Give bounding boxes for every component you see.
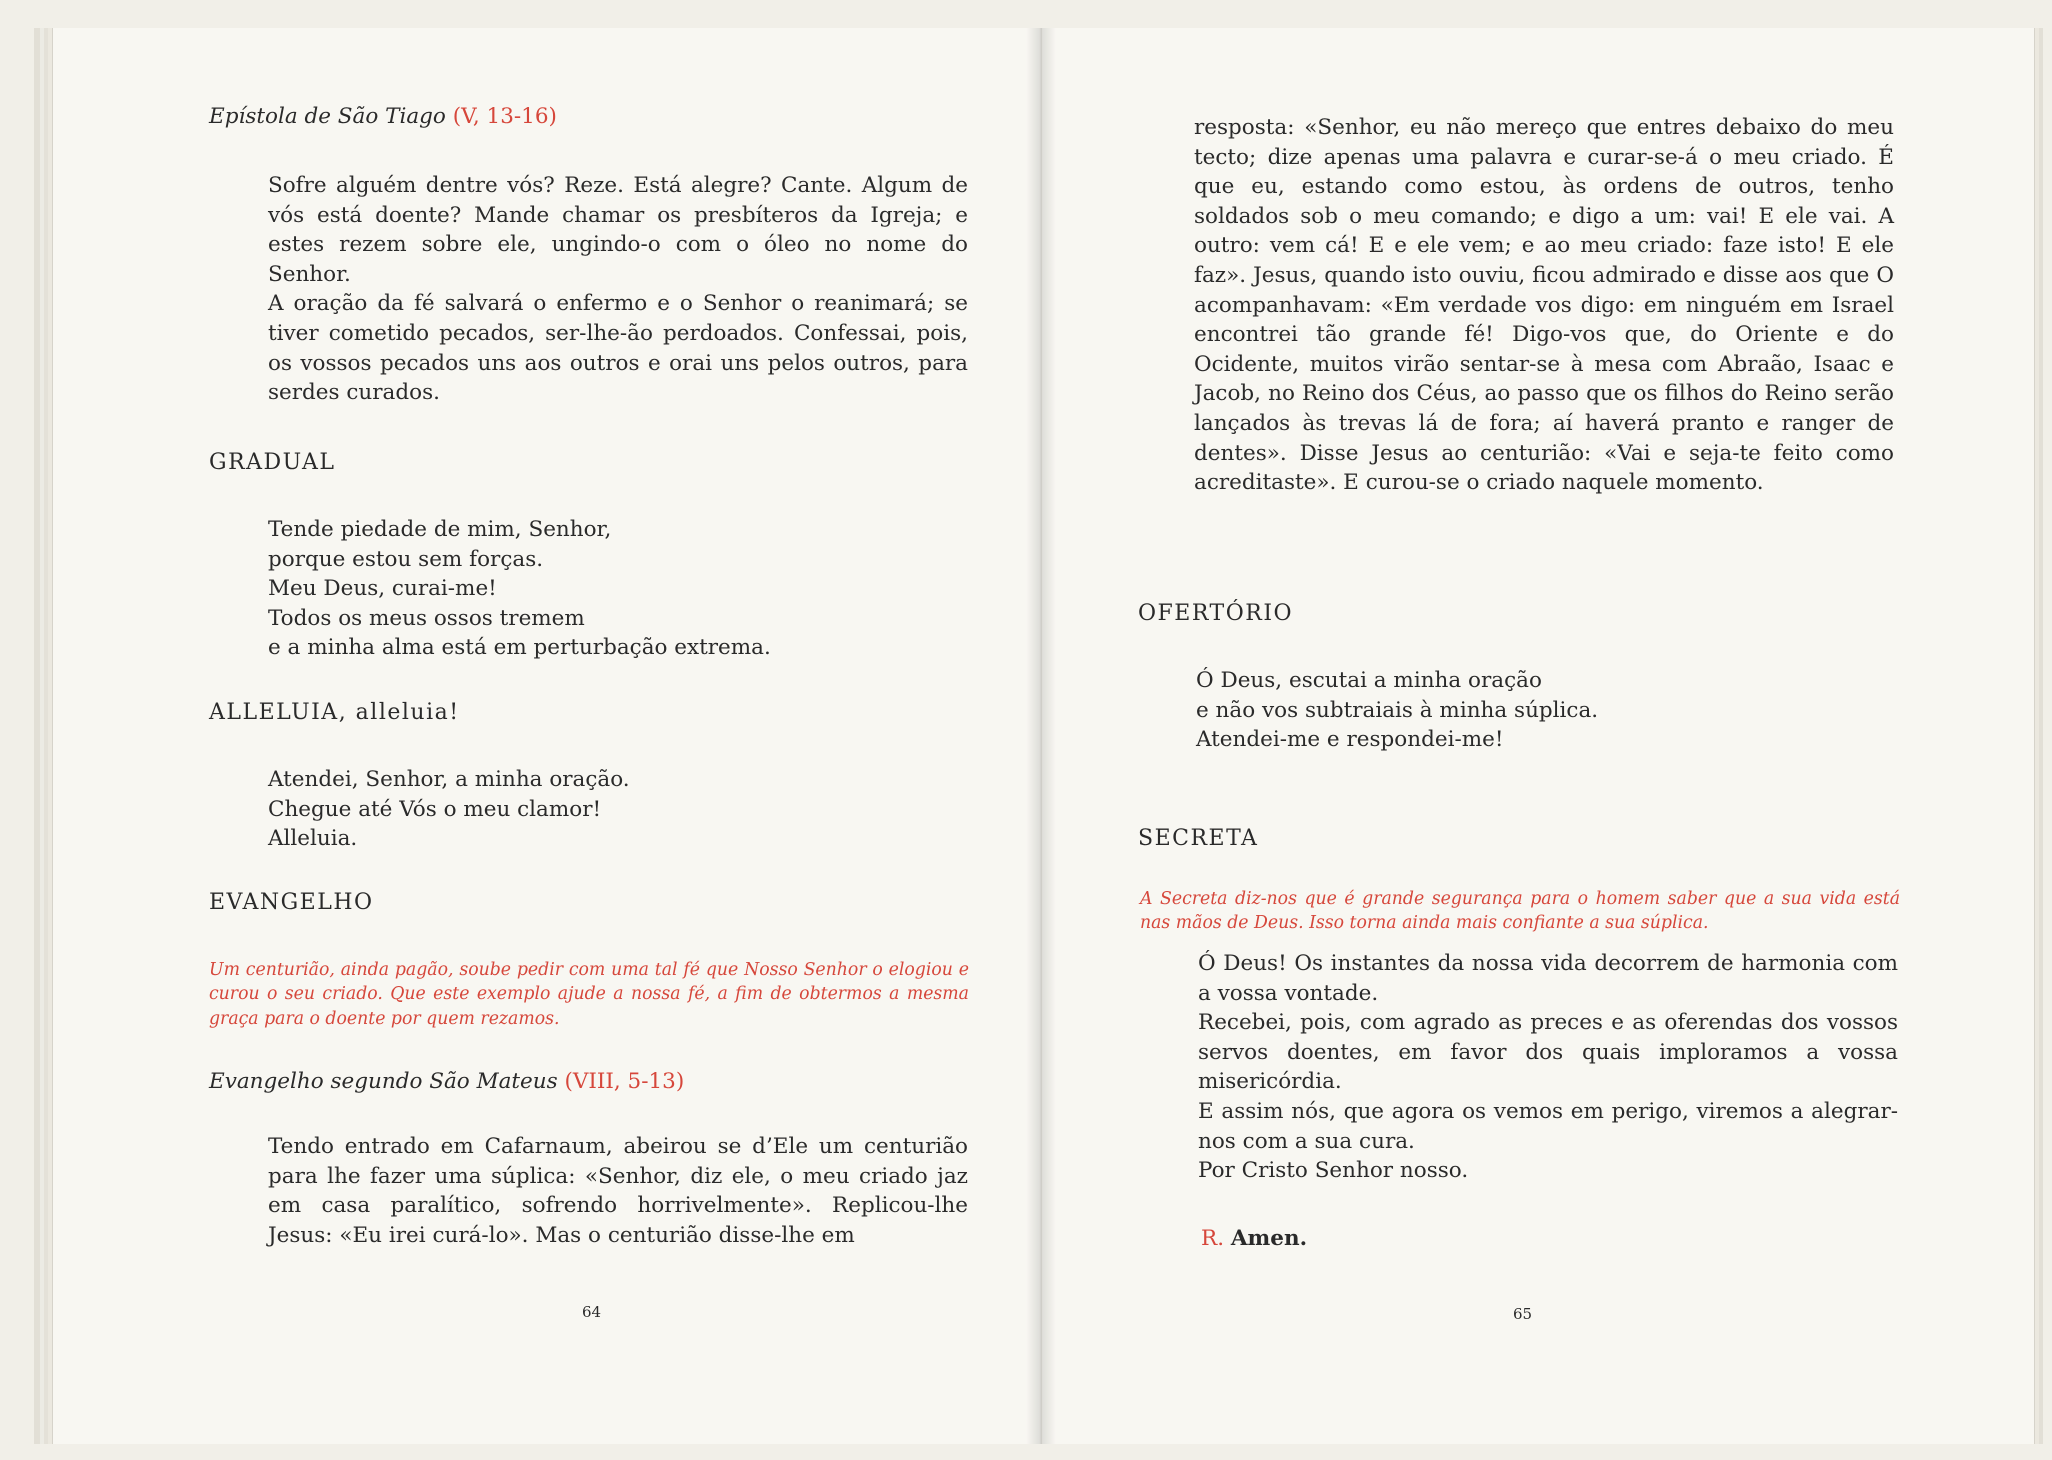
secret-paragraph: Ó Deus! Os instantes da nossa vida decorrem de harmonia com a vossa vontade.	[1198, 951, 1898, 1006]
page-number-left: 64	[582, 1303, 602, 1321]
epistle-paragraph: Sofre alguém dentre vós? Reze. Está alegre? Cante. Algum de vós está doente? Mande chamar os presbíteros da Igreja; e estes rezem sobre ele, ungindo-o com o óleo no nome do Senhor.	[268, 173, 968, 287]
alleluia-heading: ALLELUIA, alleluia!	[209, 700, 460, 725]
offertory-line: e não vos subtraiais à minha súplica.	[1196, 697, 1599, 723]
epistle-text	[268, 171, 968, 408]
gospel-rubric: Um centurião, ainda pagão, soube pedir com uma tal fé que Nosso Senhor o elogiou e curou o seu criado. Que este exemplo ajude a nossa fé, a fim de obtermos a mesma graça para o doente por quem rezamos.	[209, 960, 969, 1029]
offertory-line: Ó Deus, escutai a minha oração	[1196, 668, 1542, 693]
secret-paragraph: Recebei, pois, com agrado as preces e as oferendas dos vossos servos doentes, em favor dos quais imploramos a vossa misericórdia.	[1198, 1010, 1898, 1095]
gospel-text: Tendo entrado em Cafarnaum, abeirou se d’Ele um centurião para lhe fazer uma súplica: «Senhor, diz ele, o meu criado jaz em casa paralítico, sofrendo horrivelmente». Replicou-lhe Jesus: «Eu irei curá-lo». Mas o centurião disse-lhe em	[268, 1134, 968, 1248]
response-amen	[1201, 1226, 1307, 1251]
secret-paragraph: E assim nós, que agora os vemos em perigo, viremos a alegrar-nos com a sua cura.	[1198, 1098, 1898, 1154]
gradual-line: porque estou sem forças.	[268, 546, 544, 572]
offertory-verses	[1196, 666, 1598, 755]
gradual-line: Tende piedade de mim, Senhor,	[268, 517, 612, 542]
secret-paragraph: Por Cristo Senhor nosso.	[1198, 1158, 1469, 1184]
secret-heading: SECRETA	[1138, 826, 1259, 851]
offertory-heading: OFERTÓRIO	[1138, 601, 1294, 626]
book-gutter	[1026, 28, 1056, 1444]
alleluia-line: Chegue até Vós o meu clamor!	[268, 796, 602, 822]
alleluia-line: Alleluia.	[268, 826, 358, 852]
alleluia-verses	[268, 765, 630, 854]
epistle-paragraph: A oração da fé salvará o enfermo e o Senhor o reanimará; se tiver cometido pecados, ser-lhe-ão perdoados. Confessai, pois, os vossos pecados uns aos outros e orai uns pelos outros, para serdes curados.	[268, 291, 968, 406]
gradual-heading: GRADUAL	[209, 450, 336, 475]
response-text: Amen.	[1230, 1226, 1308, 1251]
gradual-line: Todos os meus ossos tremem	[268, 605, 585, 631]
epistle-citation: Epístola de São Tiago (V, 13-16)	[209, 104, 557, 129]
gospel-citation: Evangelho segundo São Mateus (VIII, 5-13)	[209, 1069, 685, 1094]
gradual-verses	[268, 515, 771, 663]
gospel-continuation: resposta: «Senhor, eu não mereço que entres debaixo do meu tecto; dize apenas uma palavra e curar-se-á o meu criado. É que eu, estando como estou, às ordens de outros, tenho soldados sob o meu comando; e digo a um: vai! E ele vai. A outro: vem cá! E e ele vem; e ao meu criado: faze isto! E ele faz». Jesus, quando isto ouviu, ficou admirado e disse aos que O acompanhavam: «Em verdade vos digo: em ninguém em Israel encontrei tão grande fé! Digo-vos que, do Oriente e do Ocidente, muitos virão sentar-se à mesa com Abraão, Isaac e Jacob, no Reino dos Céus, ao passo que os filhos do Reino serão lançados às trevas lá de fora; aí haverá pranto e ranger de dentes». Disse Jesus ao centurião: «Vai e seja-te feito como acreditaste». E curou-se o criado naquele momento.	[1194, 115, 1894, 496]
alleluia-line: Atendei, Senhor, a minha oração.	[268, 767, 630, 792]
gradual-line: Meu Deus, curai-me!	[268, 576, 497, 602]
page-number-right: 65	[1513, 1305, 1533, 1323]
response-marker: R.	[1201, 1226, 1225, 1251]
gradual-line: e a minha alma está em perturbação extrema.	[268, 635, 771, 661]
secret-prayer	[1198, 949, 1898, 1186]
gospel-heading: EVANGELHO	[209, 890, 374, 915]
offertory-line: Atendei-me e respondei-me!	[1196, 727, 1504, 753]
secret-rubric: A Secreta diz-nos que é grande segurança para o homem saber que a sua vida está nas mãos de Deus. Isso torna ainda mais confiante a sua súplica.	[1140, 889, 1900, 934]
